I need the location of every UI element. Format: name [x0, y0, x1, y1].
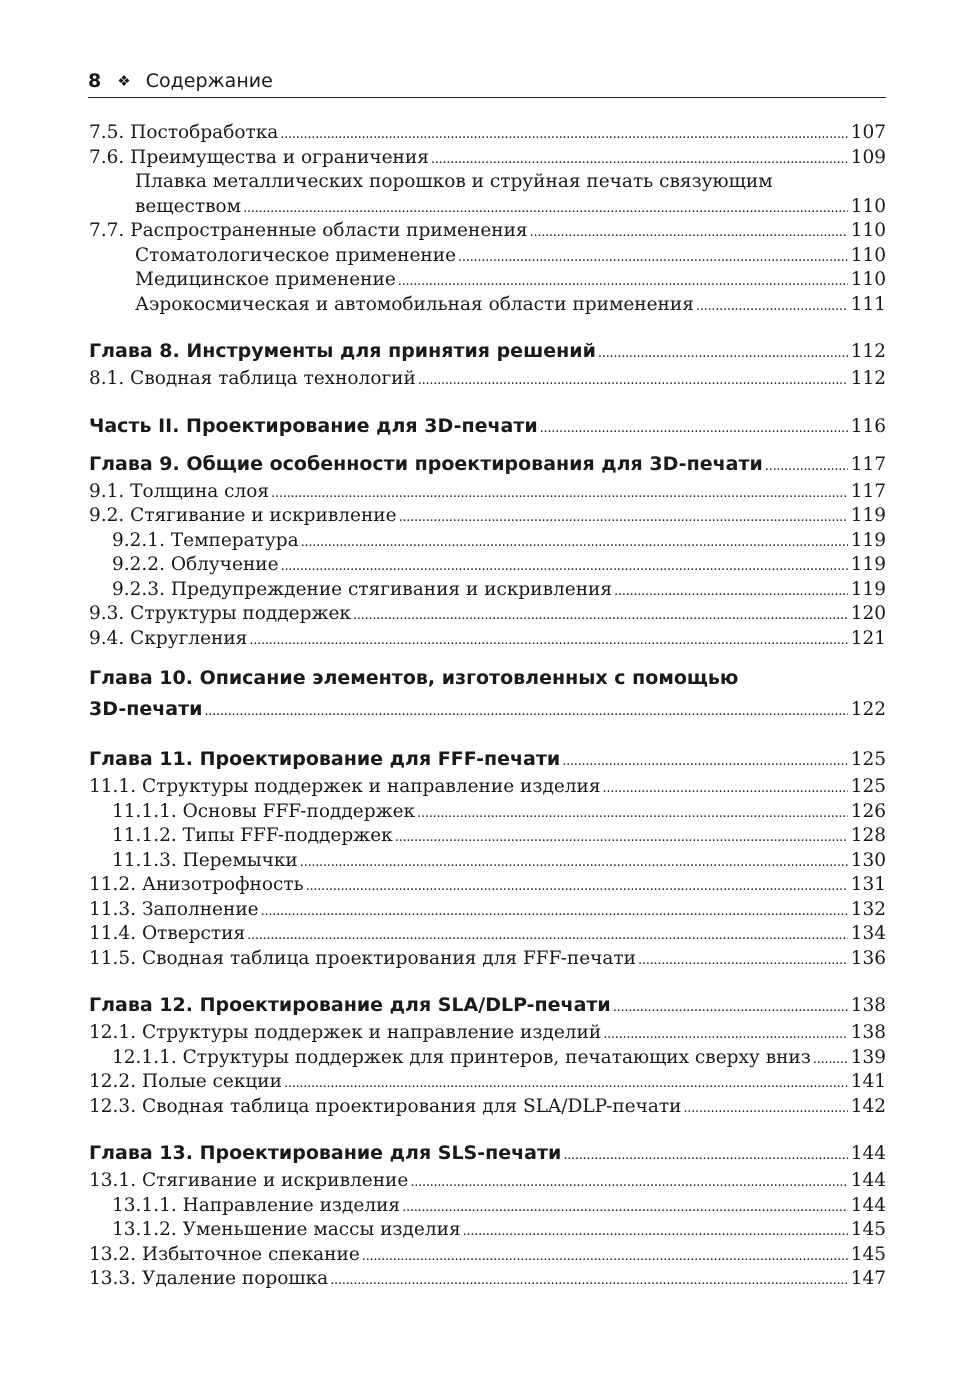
toc-entry[interactable]: 11.1. Структуры поддержек и направление изделия . . . 125: [89, 775, 886, 800]
toc-entry[interactable]: 7.6. Преимущества и ограничения . . . 109: [89, 146, 886, 171]
toc-entry[interactable]: 9.4. Скругления . . . 121: [89, 627, 886, 652]
toc-entry[interactable]: 12.1. Структуры поддержек и направление изделий . . . 138: [89, 1021, 886, 1046]
table-of-contents: [89, 121, 886, 1292]
toc-entry[interactable]: 8.1. Сводная таблица технологий . . . 112: [89, 367, 886, 392]
diamond-separator-icon: ❖: [117, 72, 131, 90]
toc-entry[interactable]: 12.1.1. Структуры поддержек для принтеров, печатающих сверху вниз . . . 139: [89, 1046, 886, 1071]
toc-entry[interactable]: 9.2. Стягивание и искривление . . . 119: [89, 504, 886, 529]
toc-entry[interactable]: 7.5. Постобработка . . . 107: [89, 121, 886, 146]
toc-entry[interactable]: 12.3. Сводная таблица проектирования для SLA/DLP-печати . . . 142: [89, 1095, 886, 1120]
toc-entry[interactable]: 9.1. Толщина слоя . . . 117: [89, 480, 886, 505]
toc-entry[interactable]: 11.1.1. Основы FFF-поддержек . . . 126: [89, 800, 886, 825]
toc-entry[interactable]: Аэрокосмическая и автомобильная области применения . . . 111: [89, 293, 886, 318]
toc-entry-continued[interactable]: Плавка металлических порошков и струйная печать связующим: [135, 171, 773, 192]
toc-chapter[interactable]: Глава 9. Общие особенности проектирования для 3D-печати . . . 117: [89, 449, 886, 480]
toc-chapter-continued[interactable]: Глава 10. Описание элементов, изготовленных с помощью: [89, 667, 739, 689]
toc-part[interactable]: Часть II. Проектирование для 3D-печати . . . 116: [89, 411, 886, 442]
toc-chapter[interactable]: 3D-печати . . . 122: [89, 694, 886, 725]
toc-entry[interactable]: 12.2. Полые секции . . . 141: [89, 1070, 886, 1095]
toc-entry[interactable]: 13.2. Избыточное спекание . . . 145: [89, 1243, 886, 1268]
toc-entry[interactable]: 11.1.3. Перемычки . . . 130: [89, 849, 886, 874]
toc-entry[interactable]: 13.1.2. Уменьшение массы изделия . . . 145: [89, 1218, 886, 1243]
toc-entry[interactable]: 11.2. Анизотрофность . . . 131: [89, 873, 886, 898]
header-title: Содержание: [145, 70, 273, 92]
toc-chapter[interactable]: Глава 8. Инструменты для принятия решений . . . 112: [89, 336, 886, 367]
toc-chapter[interactable]: Глава 11. Проектирование для FFF-печати . . . 125: [89, 744, 886, 775]
toc-entry[interactable]: 9.2.2. Облучение . . . 119: [89, 553, 886, 578]
toc-entry[interactable]: веществом . . . 110: [89, 195, 886, 220]
toc-entry[interactable]: 9.2.3. Предупреждение стягивания и искривления . . . 119: [89, 578, 886, 603]
toc-entry[interactable]: 13.1. Стягивание и искривление . . . 144: [89, 1169, 886, 1194]
toc-entry[interactable]: 11.4. Отверстия . . . 134: [89, 922, 886, 947]
toc-entry[interactable]: Стоматологическое применение . . . 110: [89, 244, 886, 269]
toc-entry[interactable]: 13.1.1. Направление изделия . . . 144: [89, 1194, 886, 1219]
toc-entry[interactable]: 13.3. Удаление порошка . . . 147: [89, 1267, 886, 1292]
toc-entry[interactable]: 9.3. Структуры поддержек . . . 120: [89, 602, 886, 627]
toc-entry[interactable]: 11.3. Заполнение . . . 132: [89, 898, 886, 923]
toc-entry[interactable]: 9.2.1. Температура . . . 119: [89, 529, 886, 554]
running-header: [88, 66, 886, 98]
toc-entry[interactable]: 11.1.2. Типы FFF-поддержек . . . 128: [89, 824, 886, 849]
page-number: 8: [88, 70, 102, 92]
toc-chapter[interactable]: Глава 13. Проектирование для SLS-печати . . . 144: [89, 1138, 886, 1169]
toc-entry[interactable]: 11.5. Сводная таблица проектирования для FFF-печати . . . 136: [89, 947, 886, 972]
toc-chapter[interactable]: Глава 12. Проектирование для SLA/DLP-печати . . . 138: [89, 990, 886, 1021]
toc-entry[interactable]: 7.7. Распространенные области применения . . . 110: [89, 219, 886, 244]
toc-entry[interactable]: Медицинское применение . . . 110: [89, 268, 886, 293]
